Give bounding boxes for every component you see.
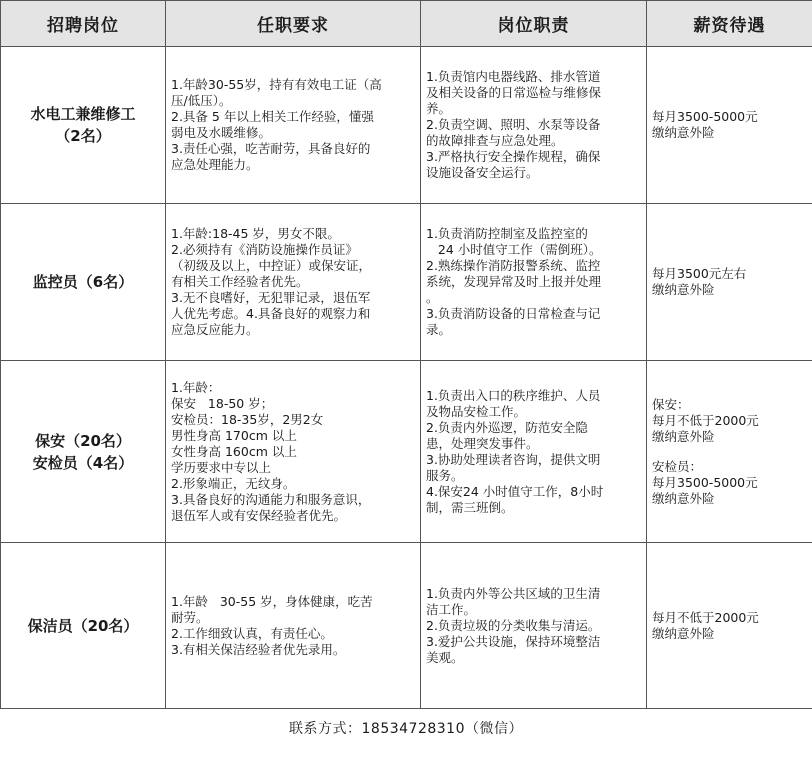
duty-line: 24 小时值守工作（需倒班）。 [426,242,602,257]
duty-line: 设施设备安全运行。 [426,165,539,180]
requirement-line: 有相关工作经验者优先。 [171,274,309,289]
requirement-line: 2.形象端正，无纹身。 [171,475,296,491]
salary-cell [647,361,812,543]
duties-cell [421,543,647,709]
duty-line: 制，需三班倒。 [426,499,514,515]
salary-line: 缴纳意外险 [652,428,715,444]
duty-line: 2.负责垃圾的分类收集与清运。 [426,617,601,633]
duty-line: 2.熟练操作消防报警系统、监控 [426,258,601,273]
requirement-line: 2.具备 5 年以上相关工作经验，懂强 [171,109,374,124]
salary-cell [647,204,812,361]
salary-line: 每月3500元左右 [652,266,747,281]
requirement-line: 2.必须持有《消防设施操作员证》 [171,242,358,257]
position-name: 保洁员（20名） [27,616,139,635]
contact-info: 联系方式：18534728310（微信） [289,721,523,737]
requirement-line: 弱电及水暖维修。 [171,125,272,140]
duty-line: 2.负责空调、照明、水泵等设备 [426,117,601,132]
salary-label: 保安： [652,396,690,412]
duty-line: 3.严格执行安全操作规程，确保 [426,149,601,164]
position-cell [1,47,166,204]
salary-line: 缴纳意外险 [652,125,715,140]
requirement-line: 女性身高 160cm 以上 [171,443,297,459]
requirement-line: 人优先考虑。4.具备良好的观察力和 [171,306,371,321]
duty-line: 2.负责内外巡逻，防范安全隐 [426,419,588,435]
header-duties: 岗位职责 [421,1,647,47]
duty-line: 。 [426,290,439,305]
duties-cell [421,47,647,204]
duty-line: 1.负责出入口的秩序维护、人员 [426,387,601,403]
requirements-cell [166,204,421,361]
requirement-line: 学历要求中专以上 [171,459,272,475]
requirement-line: （初级及以上，中控证）或保安证， [171,258,372,273]
requirement-line: 退伍军人或有安保经验者优先。 [171,507,347,523]
position-cell [1,204,166,361]
requirement-line: 1.年龄 30-55 岁，身体健康，吃苦 [171,593,373,609]
table-row [1,204,812,361]
requirement-line: 应急处理能力。 [171,157,259,172]
header-position: 招聘岗位 [1,1,166,47]
requirement-line: 1.年龄： [171,379,221,395]
spacer [652,445,808,459]
table-header-row [1,1,812,47]
requirement-line: 耐劳。 [171,609,209,625]
duty-line: 服务。 [426,467,464,483]
position-name: 安检员（4名） [32,453,134,472]
header-salary: 薪资待遇 [647,1,812,47]
salary-line: 每月不低于2000元 [652,609,759,625]
requirements-cell [166,47,421,204]
salary-cell [647,47,812,204]
duty-line: 系统，发现异常及时上报并处理 [426,274,602,289]
duty-line: 3.负责消防设备的日常检查与记 [426,306,601,321]
duty-line: 的故障排查与应急处理。 [426,133,564,148]
requirement-line: 安检员：18-35岁，2男2女 [171,411,324,427]
salary-label: 安检员： [652,458,703,474]
salary-cell [647,543,812,709]
duty-line: 4.保安24 小时值守工作，8小时 [426,483,604,499]
position-name: 水电工兼维修工 [30,105,136,123]
requirements-cell [166,361,421,543]
salary-line: 缴纳意外险 [652,282,715,297]
duties-cell [421,204,647,361]
requirement-line: 3.有相关保洁经验者优先录用。 [171,641,346,657]
requirement-line: 3.具备良好的沟通能力和服务意识， [171,491,371,507]
table-row [1,361,812,543]
duty-line: 录。 [426,322,452,337]
position-name: 保安（20名） [35,431,131,450]
requirement-line: 3.无不良嗜好，无犯罪记录，退伍军 [171,290,371,305]
table-row [1,543,812,709]
duty-line: 及物品安检工作。 [426,403,527,419]
header-requirements: 任职要求 [166,1,421,47]
salary-line: 缴纳意外险 [652,490,715,506]
position-count: （2名） [55,127,111,145]
duty-line: 洁工作。 [426,601,477,617]
requirement-line: 1.年龄30-55岁，持有有效电工证（高 [171,77,382,92]
duty-line: 1.负责消防控制室及监控室的 [426,226,588,241]
duty-line: 3.爱护公共设施，保持环境整洁 [426,633,601,649]
requirement-line: 1.年龄:18-45 岁，男女不限。 [171,226,340,241]
requirement-line: 男性身高 170cm 以上 [171,427,297,443]
salary-line: 每月3500-5000元 [652,109,758,124]
requirement-line: 保安 18-50 岁； [171,395,274,411]
requirements-cell [166,543,421,709]
duty-line: 1.负责馆内电器线路、排水管道 [426,69,601,84]
position-name: 监控员（6名） [32,273,134,291]
position-cell [1,361,166,543]
requirement-line: 应急反应能力。 [171,322,259,337]
duty-line: 1.负责内外等公共区域的卫生清 [426,585,601,601]
requirement-line: 3.责任心强，吃苦耐劳，具备良好的 [171,141,371,156]
salary-line: 每月不低于2000元 [652,412,759,428]
duty-line: 美观。 [426,649,464,665]
duty-line: 患，处理突发事件。 [426,435,539,451]
table-row [1,47,812,204]
requirement-line: 压/低压）。 [171,93,232,108]
salary-line: 每月3500-5000元 [652,474,758,490]
requirement-line: 2.工作细致认真，有责任心。 [171,625,333,641]
duty-line: 养。 [426,101,452,116]
position-cell [1,543,166,709]
duty-line: 3.协助处理读者咨询，提供文明 [426,451,601,467]
salary-line: 缴纳意外险 [652,625,715,641]
duties-cell [421,361,647,543]
duty-line: 及相关设备的日常巡检与维修保 [426,85,602,100]
